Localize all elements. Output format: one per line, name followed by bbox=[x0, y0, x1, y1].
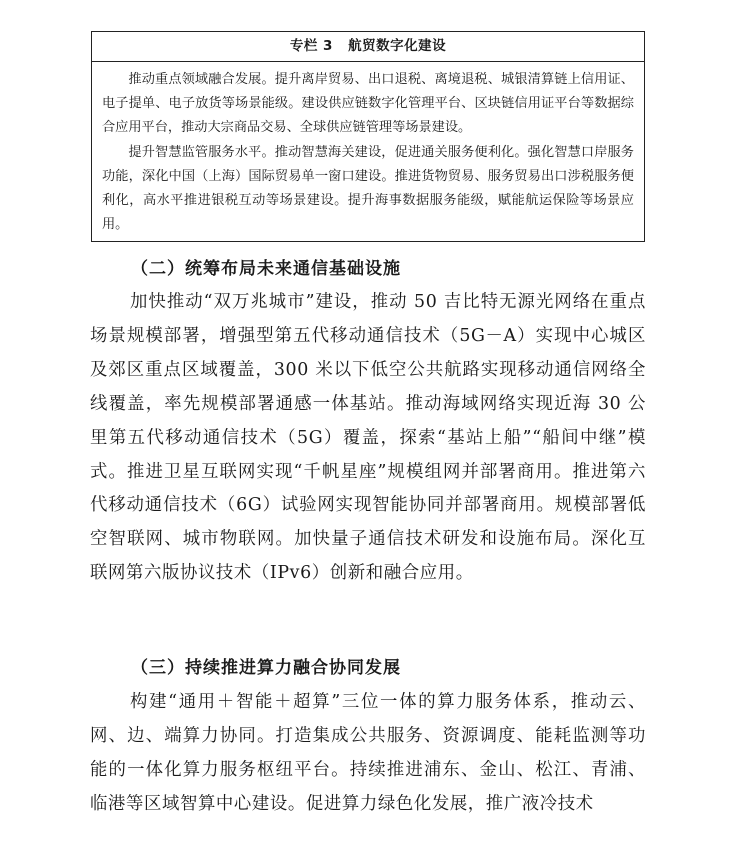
section-heading: （三）持续推进算力融合协同发展 bbox=[131, 658, 401, 678]
section-paragraph: 构建“通用＋智能＋超算”三位一体的算力服务体系，推动云、网、边、端算力协同。打造集成公共服务、资源调度、能耗监测等功能的一体化算力服务枢纽平台。持续推进浦东、金山、松江、青浦、临港等区域智算中心建设。促进算力绿色化发展，推广液冷技术 bbox=[90, 692, 646, 814]
box-body bbox=[92, 62, 644, 237]
special-column-box bbox=[91, 31, 645, 242]
box-title: 航贸数字化建设 bbox=[348, 38, 447, 54]
box-title-row bbox=[92, 32, 644, 62]
section-paragraph: 加快推动“双万兆城市”建设，推动 50 吉比特无源光网络在重点场景规模部署，增强型第五代移动通信技术（5G－A）实现中心城区及郊区重点区域覆盖，300 米以下低空公共航路实现移动通信网络全线覆盖，率先规模部署通感一体基站。推动海域网络实现近海 30 公里第五代移动通信技术（5G）覆盖，探索“基站上船”“船间中继”模式。推进卫星互联网实现“千帆星座”规模组网并部署商用。推进第六代移动通信技术（6G）试验网实现智能协同并部署商用。规模部署低空智联网、城市物联网。加快量子通信技术研发和设施布局。深化互联网第六版协议技术（IPv6）创新和融合应用。 bbox=[90, 292, 646, 584]
box-paragraph: 提升智慧监管服务水平。推动智慧海关建设，促进通关服务便利化。强化智慧口岸服务功能，深化中国（上海）国际贸易单一窗口建设。推进货物贸易、服务贸易出口涉税服务便利化，高水平推进银税互动等场景建设。提升海事数据服务能级，赋能航运保险等场景应用。 bbox=[102, 144, 634, 233]
box-paragraph: 推动重点领域融合发展。提升离岸贸易、出口退税、离境退税、城银清算链上信用证、电子提单、电子放货等场景能级。建设供应链数字化管理平台、区块链信用证平台等数据综合应用平台，推动大宗商品交易、全球供应链管理等场景建设。 bbox=[102, 72, 634, 136]
box-label: 专栏 3 bbox=[289, 38, 333, 54]
section-heading: （二）统筹布局未来通信基础设施 bbox=[131, 259, 401, 279]
